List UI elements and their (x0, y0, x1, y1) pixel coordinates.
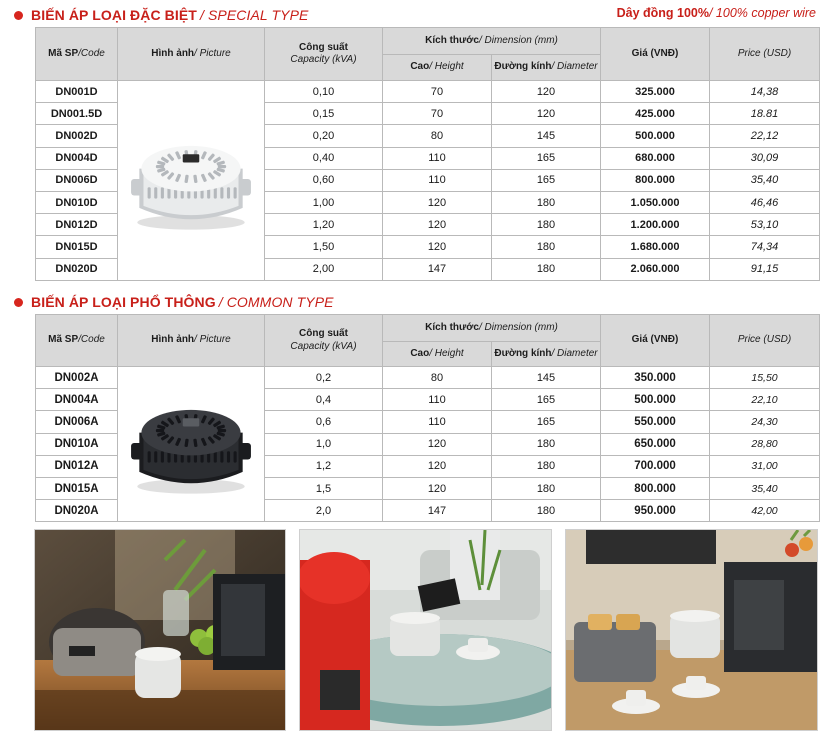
price-vnd-value: 350.000 (601, 367, 710, 389)
header-price-usd: Price (USD) (710, 315, 820, 367)
diameter-value: 180 (492, 236, 601, 258)
capacity-value: 0,60 (265, 169, 383, 191)
price-usd-value: 46,46 (710, 191, 820, 213)
price-usd-value: 22,12 (710, 125, 820, 147)
product-code: DN001D (36, 81, 118, 103)
capacity-value: 1,50 (265, 236, 383, 258)
capacity-value: 1,5 (265, 477, 383, 499)
special-price-table (35, 27, 820, 281)
capacity-value: 0,40 (265, 147, 383, 169)
capacity-value: 2,00 (265, 258, 383, 280)
price-usd-value: 42,00 (710, 500, 820, 522)
capacity-value: 2,0 (265, 500, 383, 522)
price-vnd-value: 800.000 (601, 477, 710, 499)
table-row (36, 367, 820, 389)
table-row (36, 81, 820, 103)
header-picture: Hình ảnh/ Picture (118, 28, 265, 81)
diameter-value: 165 (492, 147, 601, 169)
diameter-value: 180 (492, 191, 601, 213)
diameter-value: 180 (492, 500, 601, 522)
price-usd-value: 30,09 (710, 147, 820, 169)
header-code: Mã SP/Code (36, 315, 118, 367)
price-vnd-value: 325.000 (601, 81, 710, 103)
product-code: DN002A (36, 367, 118, 389)
product-code: DN002D (36, 125, 118, 147)
price-vnd-value: 800.000 (601, 169, 710, 191)
height-value: 70 (383, 103, 492, 125)
price-usd-value: 22,10 (710, 389, 820, 411)
price-vnd-value: 1.680.000 (601, 236, 710, 258)
diameter-value: 165 (492, 169, 601, 191)
header-capacity: Công suất Capacity (kVA) (265, 315, 383, 367)
price-vnd-value: 1.200.000 (601, 214, 710, 236)
height-value: 120 (383, 191, 492, 213)
header-price-usd: Price (USD) (710, 28, 820, 81)
price-vnd-value: 680.000 (601, 147, 710, 169)
capacity-value: 0,4 (265, 389, 383, 411)
diameter-value: 120 (492, 81, 601, 103)
price-vnd-value: 500.000 (601, 389, 710, 411)
header-picture: Hình ảnh/ Picture (118, 315, 265, 367)
product-code: DN012A (36, 455, 118, 477)
product-code: DN004D (36, 147, 118, 169)
diameter-value: 180 (492, 433, 601, 455)
price-usd-value: 35,40 (710, 477, 820, 499)
height-value: 80 (383, 367, 492, 389)
capacity-value: 1,00 (265, 191, 383, 213)
copper-note (617, 6, 816, 20)
height-value: 110 (383, 169, 492, 191)
product-code: DN015A (36, 477, 118, 499)
product-code: DN010A (36, 433, 118, 455)
diameter-value: 180 (492, 214, 601, 236)
height-value: 70 (383, 81, 492, 103)
common-title: BIẾN ÁP LOẠI PHỔ THÔNG / COMMON TYPE (31, 294, 334, 310)
product-code: DN006A (36, 411, 118, 433)
diameter-value: 165 (492, 411, 601, 433)
header-diameter: Đường kính/ Diameter (492, 342, 601, 367)
special-section-heading (14, 5, 309, 25)
diameter-value: 180 (492, 258, 601, 280)
coffee-table-photo (299, 529, 552, 731)
diameter-value: 145 (492, 125, 601, 147)
diameter-value: 180 (492, 477, 601, 499)
height-value: 110 (383, 411, 492, 433)
capacity-value: 1,2 (265, 455, 383, 477)
special-title: BIẾN ÁP LOẠI ĐẶC BIỆT / SPECIAL TYPE (31, 7, 309, 23)
header-code: Mã SP/Code (36, 28, 118, 81)
price-vnd-value: 700.000 (601, 455, 710, 477)
product-picture (118, 81, 265, 281)
price-usd-value: 91,15 (710, 258, 820, 280)
product-code: DN012D (36, 214, 118, 236)
capacity-value: 0,6 (265, 411, 383, 433)
header-dimension: Kích thước/ Dimension (mm) (383, 315, 601, 342)
product-code: DN006D (36, 169, 118, 191)
price-usd-value: 31,00 (710, 455, 820, 477)
product-code: DN020D (36, 258, 118, 280)
toaster-counter-photo (565, 529, 818, 731)
capacity-value: 1,0 (265, 433, 383, 455)
height-value: 80 (383, 125, 492, 147)
diameter-value: 165 (492, 389, 601, 411)
kitchen-counter-photo (34, 529, 286, 731)
capacity-value: 0,15 (265, 103, 383, 125)
height-value: 147 (383, 500, 492, 522)
price-usd-value: 74,34 (710, 236, 820, 258)
diameter-value: 120 (492, 103, 601, 125)
copper-note-vi: Dây đồng 100% (616, 6, 709, 20)
black-transformer-image (129, 391, 253, 495)
capacity-value: 0,20 (265, 125, 383, 147)
header-height: Cao/ Height (383, 55, 492, 81)
price-usd-value: 15,50 (710, 367, 820, 389)
product-code: DN015D (36, 236, 118, 258)
product-code: DN010D (36, 191, 118, 213)
price-usd-value: 35,40 (710, 169, 820, 191)
product-code: DN020A (36, 500, 118, 522)
price-vnd-value: 500.000 (601, 125, 710, 147)
red-dot-icon (14, 11, 23, 20)
capacity-value: 1,20 (265, 214, 383, 236)
white-transformer-image (129, 127, 253, 231)
price-usd-value: 28,80 (710, 433, 820, 455)
price-vnd-value: 1.050.000 (601, 191, 710, 213)
price-vnd-value: 425.000 (601, 103, 710, 125)
price-usd-value: 14,38 (710, 81, 820, 103)
price-usd-value: 24,30 (710, 411, 820, 433)
price-usd-value: 18.81 (710, 103, 820, 125)
price-vnd-value: 550.000 (601, 411, 710, 433)
height-value: 120 (383, 214, 492, 236)
price-usd-value: 53,10 (710, 214, 820, 236)
height-value: 110 (383, 147, 492, 169)
header-height: Cao/ Height (383, 342, 492, 367)
price-vnd-value: 650.000 (601, 433, 710, 455)
product-code: DN001.5D (36, 103, 118, 125)
capacity-value: 0,10 (265, 81, 383, 103)
header-dimension: Kích thước/ Dimension (mm) (383, 28, 601, 55)
header-diameter: Đường kính/ Diameter (492, 55, 601, 81)
height-value: 120 (383, 455, 492, 477)
diameter-value: 180 (492, 455, 601, 477)
height-value: 147 (383, 258, 492, 280)
special-title-en: / SPECIAL TYPE (199, 7, 309, 23)
common-price-table (35, 314, 820, 522)
diameter-value: 145 (492, 367, 601, 389)
height-value: 120 (383, 433, 492, 455)
product-code: DN004A (36, 389, 118, 411)
product-picture (118, 367, 265, 522)
header-price-vnd: Giá (VNĐ) (601, 315, 710, 367)
height-value: 120 (383, 477, 492, 499)
height-value: 110 (383, 389, 492, 411)
common-title-en: / COMMON TYPE (218, 294, 334, 310)
capacity-value: 0,2 (265, 367, 383, 389)
copper-note-en: / 100% copper wire (708, 6, 816, 20)
price-vnd-value: 2.060.000 (601, 258, 710, 280)
header-capacity: Công suất Capacity (kVA) (265, 28, 383, 81)
common-section-heading (14, 292, 334, 312)
height-value: 120 (383, 236, 492, 258)
red-dot-icon (14, 298, 23, 307)
price-vnd-value: 950.000 (601, 500, 710, 522)
header-price-vnd: Giá (VNĐ) (601, 28, 710, 81)
